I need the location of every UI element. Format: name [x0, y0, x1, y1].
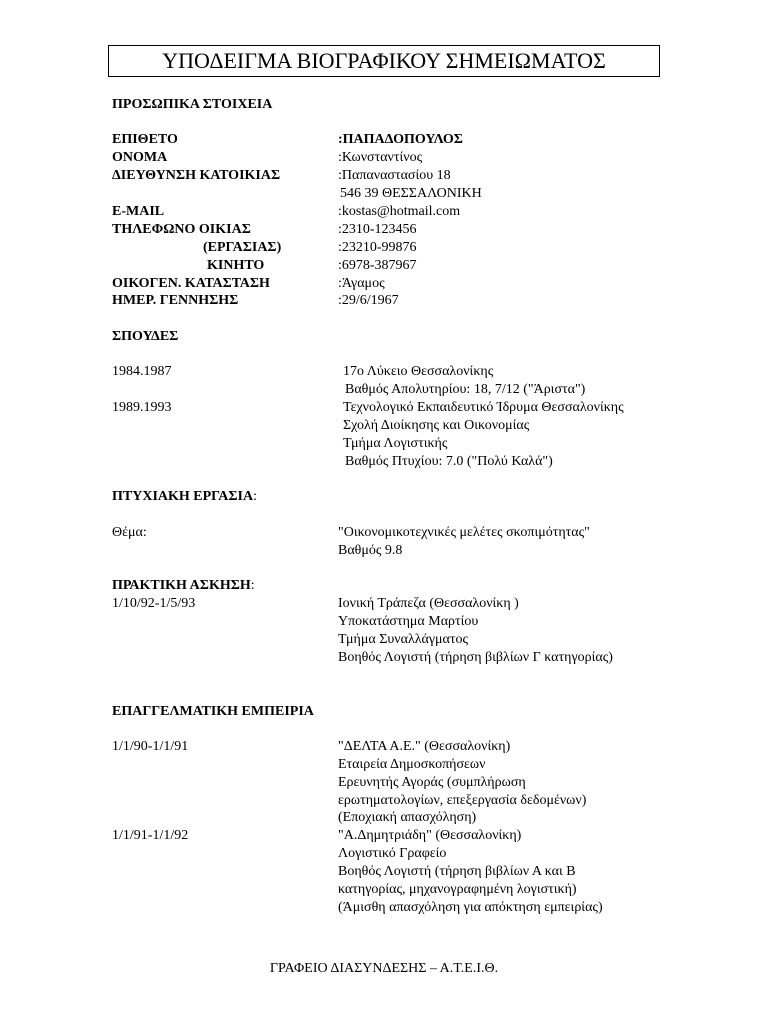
- experience-line: κατηγορίας, μηχανογραφημένη λογιστική): [338, 882, 577, 897]
- value-work-phone: :23210-99876: [338, 240, 417, 255]
- experience-date: 1/1/91-1/1/92: [112, 828, 189, 843]
- internship-line: Ιονική Τράπεζα (Θεσσαλονίκη ): [338, 596, 519, 611]
- experience-line: "ΔΕΛΤΑ Α.Ε." (Θεσσαλονίκη): [338, 739, 511, 754]
- studies-date: 1989.1993: [112, 400, 172, 415]
- internship-heading-colon: :: [250, 578, 255, 593]
- label-surname: ΕΠΙΘΕΤΟ: [112, 132, 178, 147]
- thesis-line: Βαθμός 9.8: [338, 543, 403, 558]
- thesis-heading-colon: :: [253, 489, 257, 504]
- value-name: :Κωνσταντίνος: [338, 150, 423, 165]
- value-birth-date: :29/6/1967: [338, 293, 399, 308]
- label-name: ΟΝΟΜΑ: [112, 150, 168, 165]
- experience-line: "Α.Δημητριάδη" (Θεσσαλονίκη): [338, 828, 522, 843]
- internship-date: 1/10/92-1/5/93: [112, 596, 196, 611]
- experience-line: ερωτηματολογίων, επεξεργασία δεδομένων): [338, 793, 587, 808]
- label-marital-status: ΟΙΚΟΓΕΝ. ΚΑΤΑΣΤΑΣΗ: [112, 276, 270, 291]
- value-address-street: :Παπαναστασίου 18: [338, 168, 451, 183]
- label-address: ΔΙΕΥΘΥΝΣΗ ΚΑΤΟΙΚΙΑΣ: [112, 168, 281, 183]
- thesis-heading-text: ΠΤΥΧΙΑΚΗ ΕΡΓΑΣΙΑ: [112, 489, 254, 504]
- experience-line: Λογιστικό Γραφείο: [338, 846, 447, 861]
- label-email: E-MAIL: [112, 204, 165, 219]
- document-title: ΥΠΟΔΕΙΓΜΑ ΒΙΟΓΡΑΦΙΚΟΥ ΣΗΜΕΙΩΜΑΤΟΣ: [108, 45, 660, 77]
- label-mobile: ΚΙΝΗΤΟ: [207, 258, 265, 273]
- experience-line: Ερευνητής Αγοράς (συμπλήρωση: [338, 775, 526, 790]
- experience-line: Βοηθός Λογιστή (τήρηση βιβλίων Α και Β: [338, 864, 576, 879]
- section-heading-thesis: [112, 488, 257, 506]
- page-footer: ΓΡΑΦΕΙΟ ΔΙΑΣΥΝΔΕΣΗΣ – Α.Τ.Ε.Ι.Θ.: [269, 961, 499, 976]
- thesis-line: "Οικονομικοτεχνικές μελέτες σκοπιμότητας": [338, 525, 590, 540]
- label-birth-date: ΗΜΕΡ. ΓΕΝΝΗΣΗΣ: [112, 293, 239, 308]
- studies-line: 17ο Λύκειο Θεσσαλονίκης: [343, 364, 494, 379]
- label-home-phone: ΤΗΛΕΦΩΝΟ ΟΙΚΙΑΣ: [112, 222, 251, 237]
- value-mobile: :6978-387967: [338, 258, 417, 273]
- studies-line: Τμήμα Λογιστικής: [343, 436, 448, 451]
- studies-line: Τεχνολογικό Εκπαιδευτικό Ίδρυμα Θεσσαλονίκης: [343, 400, 624, 415]
- label-work-phone: (ΕΡΓΑΣΙΑΣ): [203, 240, 282, 255]
- studies-line: Σχολή Διοίκησης και Οικονομίας: [343, 418, 530, 433]
- internship-line: Τμήμα Συναλλάγματος: [338, 632, 469, 647]
- experience-line: (Άμισθη απασχόληση για απόκτηση εμπειρίας): [338, 900, 603, 915]
- internship-line: Βοηθός Λογιστή (τήρηση βιβλίων Γ κατηγορίας): [338, 650, 613, 665]
- studies-date: 1984.1987: [112, 364, 172, 379]
- value-email: :kostas@hotmail.com: [338, 204, 461, 219]
- section-heading-internship: [112, 577, 255, 595]
- internship-line: Υποκατάστημα Μαρτίου: [338, 614, 479, 629]
- section-heading-personal: ΠΡΟΣΩΠΙΚΑ ΣΤΟΙΧΕΙΑ: [112, 97, 273, 112]
- studies-line: Βαθμός Απολυτηρίου: 18, 7/12 ("Άριστα"): [345, 382, 586, 397]
- experience-date: 1/1/90-1/1/91: [112, 739, 189, 754]
- studies-line: Βαθμός Πτυχίου: 7.0 ("Πολύ Καλά"): [345, 454, 553, 469]
- value-address-city: 546 39 ΘΕΣΣΑΛΟΝΙΚΗ: [340, 186, 482, 201]
- value-marital-status: :Άγαμος: [338, 276, 385, 291]
- section-heading-studies: ΣΠΟΥΔΕΣ: [112, 329, 179, 344]
- section-heading-experience: ΕΠΑΓΓΕΛΜΑΤΙΚΗ ΕΜΠΕΙΡΙΑ: [112, 704, 314, 719]
- experience-line: (Εποχιακή απασχόληση): [338, 810, 477, 825]
- experience-line: Εταιρεία Δημοσκοπήσεων: [338, 757, 486, 772]
- value-home-phone: :2310-123456: [338, 222, 417, 237]
- value-surname: :ΠΑΠΑΔΟΠΟΥΛΟΣ: [338, 132, 463, 147]
- internship-heading-text: ΠΡΑΚΤΙΚΗ ΑΣΚΗΣΗ: [112, 578, 251, 593]
- thesis-label: Θέμα:: [112, 525, 147, 540]
